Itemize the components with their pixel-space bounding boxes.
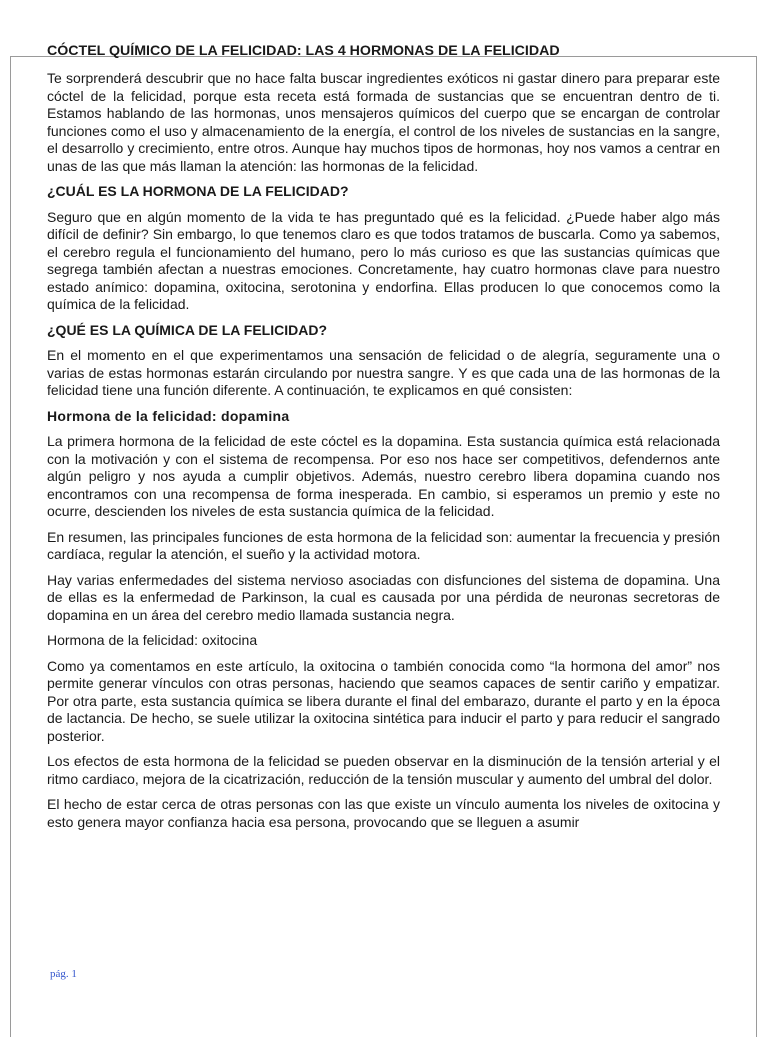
paragraph-oxitocina-2: Los efectos de esta hormona de la felicidad se pueden observar en la disminución de la tensión arterial y el ritmo cardiaco, mejora de la cicatrización, reducción de la tensión muscular y aumento del umbral del dolor.: [47, 753, 720, 787]
paragraph-dopamina-2: En resumen, las principales funciones de esta hormona de la felicidad son: aumentar la frecuencia y presión cardíaca, regular la atención, el sueño y la actividad motora.: [47, 528, 720, 562]
paragraph-oxitocina-1: Como ya comentamos en este artículo, la oxitocina o también conocida como “la hormona del amor” nos permite generar vínculos con otras personas, haciendo que seamos capaces de sentir cariño y empatizar. Por otra parte, esta sustancia química se libera durante el final del embarazo, durante el parto y en la época de lactancia. De hecho, se suele utilizar la oxitocina sintética para inducir el parto y para reducir el sangrado posterior.: [47, 657, 720, 744]
paragraph-intro: Te sorprenderá descubrir que no hace falta buscar ingredientes exóticos ni gastar dinero para preparar este cóctel de la felicidad, porque esta receta está formada de sustancias que se encuentran dentro de ti. Estamos hablando de las hormonas, unos mensajeros químicos del cuerpo que se encargan de controlar funciones como el uso y almacenamiento de la energía, el control de los niveles de sustancias en la sangre, el desarrollo y crecimiento, entre otros. Aunque hay muchos tipos de hormonas, hoy nos vamos a centrar en unas de las que más llaman la atención: las hormonas de la felicidad.: [47, 70, 720, 174]
paragraph-oxitocina-3: El hecho de estar cerca de otras personas con las que existe un vínculo aumenta los niveles de oxitocina y esto genera mayor confianza hacia esa persona, provocando que se lleguen a asumir: [47, 796, 720, 830]
paragraph-quimica-intro: En el momento en el que experimentamos una sensación de felicidad o de alegría, seguramente una o varias de estas hormonas estarán circulando por nuestra sangre. Y es que cada una de las hormonas de la felicidad tiene una función diferente. A continuación, te explicamos en qué consisten:: [47, 347, 720, 398]
paragraph-dopamina-3: Hay varias enfermedades del sistema nervioso asociadas con disfunciones del sistema de dopamina. Una de ellas es la enfermedad de Parkinson, la cual es causada por una pérdida de neuronas secretoras de dopamina en un área del cerebro medio llamada sustancia negra.: [47, 571, 720, 623]
document-body: [47, 70, 720, 831]
paragraph-dopamina-1: La primera hormona de la felicidad de este cóctel es la dopamina. Esta sustancia química está relacionada con la motivación y con el sistema de recompensa. Por eso nos hace ser competitivos, defendernos ante algún peligro y nos ayuda a cumplir objetivos. Además, nuestro cerebro libera dopamina cuando nos encontramos con una recompensa de forma inesperada. En cambio, si esperamos un premio y este no ocurre, descienden los niveles de esta sustancia química de la felicidad.: [47, 433, 720, 519]
subheading-dopamina: Hormona de la felicidad: dopamina: [47, 407, 290, 424]
paragraph-felicidad-definicion: Seguro que en algún momento de la vida te has preguntado qué es la felicidad. ¿Puede haber algo más difícil de definir? Sin embargo, lo que tenemos claro es que todos tratamos de buscarla. Como ya sabemos, el cerebro regula el funcionamiento del humano, pero lo más curioso es que las sustancias químicas que segrega también afectan a nuestras emociones. Concretamente, hay cuatro hormonas clave para nuestro estado anímico: dopamina, oxitocina, serotonina y endorfina. Ellas producen lo que conocemos como la química de la felicidad.: [47, 208, 720, 312]
heading-cual-es-la-hormona: ¿CUÁL ES LA HORMONA DE LA FELICIDAD?: [47, 183, 349, 199]
page-number: pág. 1: [50, 968, 77, 980]
heading-quimica-felicidad: ¿QUÉ ES LA QUÍMICA DE LA FELICIDAD?: [47, 321, 327, 338]
document-title: CÓCTEL QUÍMICO DE LA FELICIDAD: LAS 4 HORMONAS DE LA FELICIDAD: [47, 43, 560, 59]
subheading-oxitocina: Hormona de la felicidad: oxitocina: [47, 632, 258, 648]
